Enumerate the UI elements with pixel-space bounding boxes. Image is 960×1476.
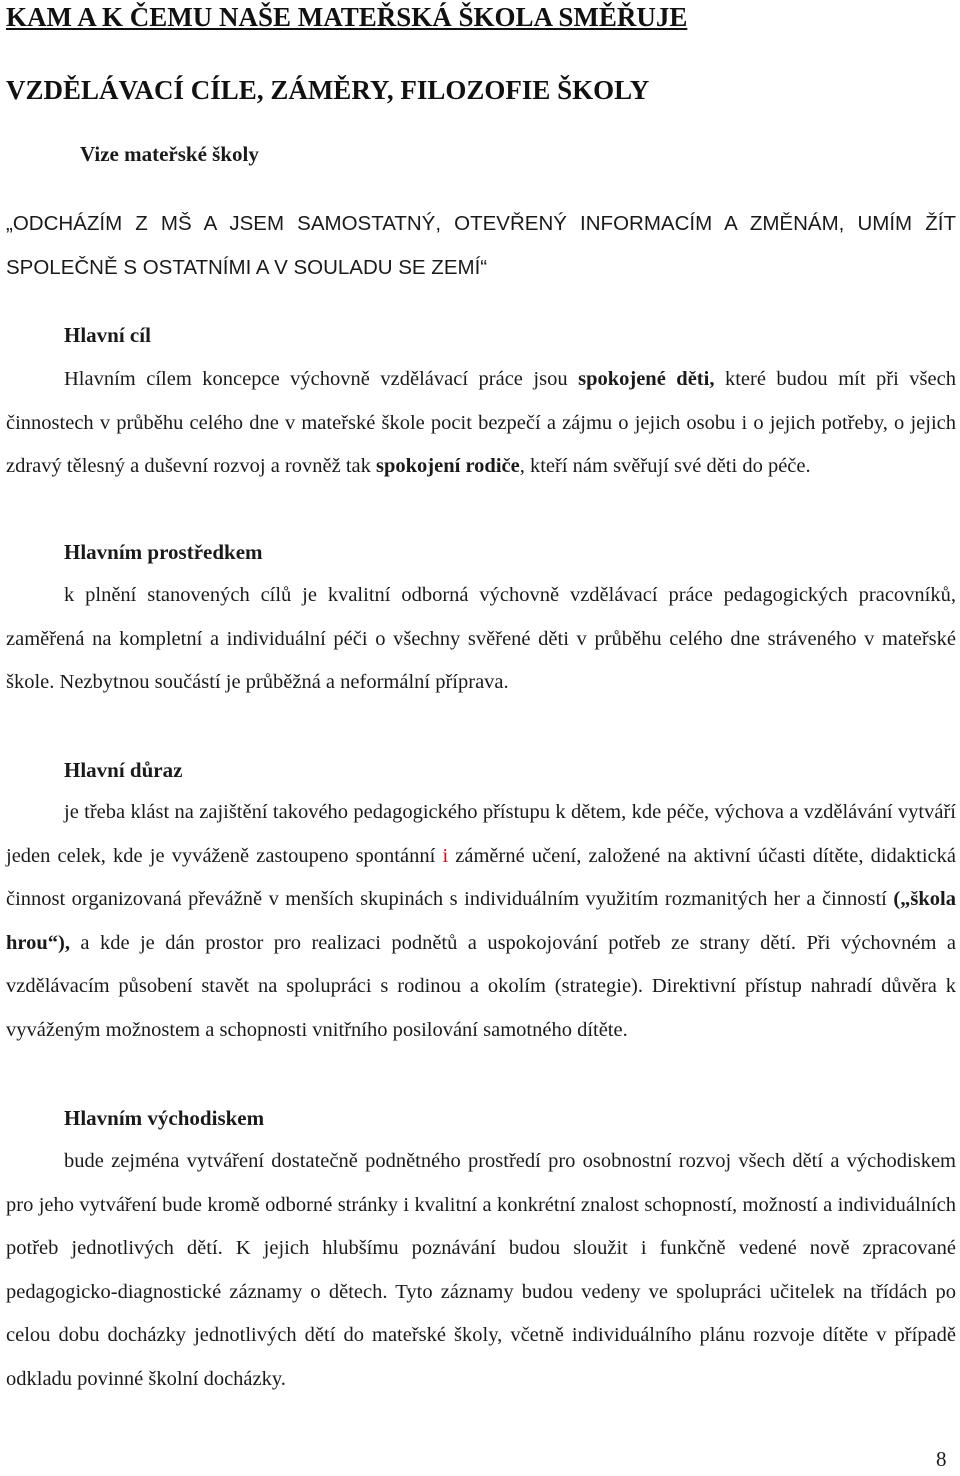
main-means-title: Hlavním prostředkem xyxy=(64,540,263,564)
main-goal-bold-2: spokojení rodiče xyxy=(376,455,520,477)
main-means-paragraph: k plnění stanovených cílů je kvalitní odborná výchovně vzdělávací práce pedagogických pracovníků, zaměřená na kompletní a individuální péči o všechny svěřené děti v průběhu celého dne stráveného v mateřské škole. Nezbytnou součástí je průběžná a neformální příprava. xyxy=(6,584,956,693)
main-heading: KAM A K ČEMU NAŠE MATEŘSKÁ ŠKOLA SMĚŘUJE xyxy=(6,2,688,32)
vision-title: Vize mateřské školy xyxy=(80,142,259,166)
main-goal-title: Hlavní cíl xyxy=(64,323,151,347)
section-heading: VZDĚLÁVACÍ CÍLE, ZÁMĚRY, FILOZOFIE ŠKOLY xyxy=(6,75,650,105)
main-basis-paragraph: bude zejména vytváření dostatečně podnětného prostředí pro osobnostní rozvoj všech dětí a východiskem pro jeho vytváření bude kromě odborné stránky i kvalitní a konkrétní znalost schopností, možností a individuálních potřeb jednotlivých dětí. K jejich hlubšímu poznávání budou sloužit i funkčně vedené nově zpracované pedagogicko-diagnostické záznamy o dětech. Tyto záznamy budou vedeny ve spolupráci učitelek na třídách po celou dobu docházky jednotlivých dětí do mateřské školy, včetně individuálního plánu rozvoje dítěte v případě odkladu povinné školní docházky. xyxy=(6,1150,956,1390)
main-emphasis-text-3: a kde je dán prostor pro realizaci podnětů a uspokojování potřeb ze strany dětí. Při výchovném a vzdělávacím působení stavět na spolupráci s rodinou a okolím (strategie). Direktivní přístup nahradí důvěra k vyváženým možnostem a schopnosti vnitřního posilování samotného dítěte. xyxy=(6,931,956,1041)
vision-statement: „ODCHÁZÍM Z MŠ A JSEM SAMOSTATNÝ, OTEVŘENÝ INFORMACÍM A ZMĚNÁM, UMÍM ŽÍT SPOLEČNĚ S OSTATNÍMI A V SOULADU SE ZEMÍ“ xyxy=(6,212,956,279)
main-goal-text-3: , kteří nám svěřují své děti do péče. xyxy=(519,455,811,477)
main-emphasis-bold: („škola hrou“), xyxy=(6,888,956,954)
main-emphasis-text-1: je třeba klást na zajištění takového pedagogického přístupu k dětem, kde péče, výchova a vzdělávání vytváří jeden celek, kde je vyváženě zastoupeno spontánní xyxy=(6,801,956,867)
main-emphasis-text-2: záměrné učení, založené na aktivní účasti dítěte, didaktická činnost organizovaná převážně v menších skupinách s individuálním využitím rozmanitých her a činností xyxy=(6,844,956,910)
main-goal-text-2: které budou mít při všech činnostech v průběhu celého dne v mateřské škole pocit bezpečí a zájmu o jejich osobu i o jejich potřeby, o jejich zdravý tělesný a duševní rozvoj a rovněž tak xyxy=(6,368,956,477)
main-emphasis-title: Hlavní důraz xyxy=(64,758,183,782)
main-basis-title: Hlavním východiskem xyxy=(64,1106,265,1130)
main-goal-bold-1: spokojené děti, xyxy=(578,368,715,390)
main-emphasis-paragraph xyxy=(6,791,956,1052)
page-number: 8 xyxy=(936,1447,947,1471)
main-goal-text-1: Hlavním cílem koncepce výchovně vzdělávací práce jsou xyxy=(64,368,579,390)
main-goal-paragraph xyxy=(6,358,956,489)
main-emphasis-red-word: i xyxy=(442,844,449,867)
